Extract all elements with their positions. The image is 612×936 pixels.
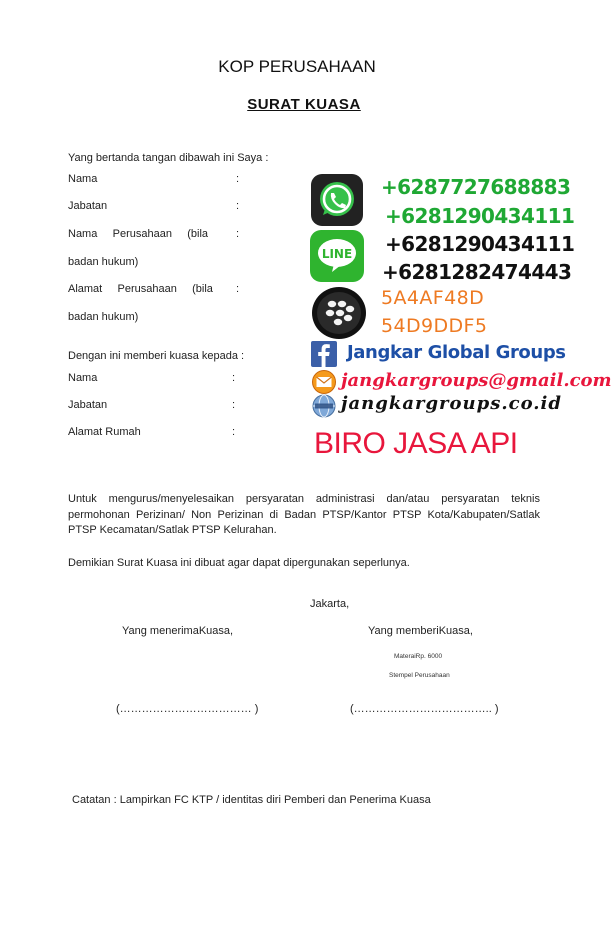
document-title: SURAT KUASA [247, 96, 361, 113]
pemberi-nama-label: Nama [68, 173, 98, 185]
whatsapp-icon [311, 174, 363, 226]
penerima-jabatan-label: Jabatan [68, 399, 108, 411]
bbm-pin-2: 54D9DDF5 [381, 315, 488, 337]
receiver-label: Yang menerimaKuasa, [122, 625, 234, 637]
kop-perusahaan: KOP PERUSAHAAN [218, 57, 376, 76]
whatsapp-number-1: +6287727688883 [381, 175, 571, 199]
biro-jasa-brand: BIRO JASA API [314, 427, 518, 460]
line-icon-label: LINE [321, 247, 353, 261]
catatan-note: Catatan : Lampirkan FC KTP / identitas diri Pemberi dan Penerima Kuasa [72, 794, 431, 806]
facebook-icon [311, 341, 337, 367]
penerima-nama-colon: : [232, 372, 236, 384]
penerima-alamat-label: Alamat Rumah [68, 426, 141, 438]
website-address: jangkargroups.co.id [341, 393, 562, 414]
kuasa-paragraph: Untuk mengurus/menyelesaikan persyaratan administrasi dan/atau persyaratan teknis permohonan Perizinan/ Non Perizinan di Badan PTSP/Kantor PTSP Kota/Kabupaten/Satlak PTSP Kecamatan/Satlak PTSP Kelurahan. [68, 493, 540, 537]
penerima-alamat-colon: : [232, 426, 236, 438]
giver-label: Yang memberiKuasa, [368, 625, 473, 637]
stempel-label: Stempel Perusahaan [389, 672, 450, 679]
globe-icon [311, 394, 337, 418]
penerima-nama-label: Nama [68, 372, 98, 384]
penerima-jabatan-colon: : [232, 399, 236, 411]
giver-signature-blank: (……………………………….. ) [350, 703, 499, 715]
whatsapp-number-2: +6281290434111 [385, 204, 575, 228]
email-address: jangkargroups@gmail.com [341, 370, 612, 391]
pemberi-jabatan-colon: : [236, 200, 240, 212]
pemberi-intro: Yang bertanda tangan dibawah ini Saya : [68, 152, 269, 164]
pemberi-jabatan-label: Jabatan [68, 200, 108, 212]
pemberi-perusahaan-label: Nama Perusahaan (bila [68, 228, 209, 240]
pemberi-perusahaan-label-2: badan hukum) [68, 256, 139, 268]
pemberi-perusahaan-colon: : [236, 228, 240, 240]
line-number-1: +6281290434111 [385, 232, 575, 256]
pemberi-alamat-label: Alamat Perusahaan (bila [68, 283, 213, 295]
blackberry-icon [311, 286, 367, 340]
signature-place: Jakarta, [310, 598, 350, 610]
receiver-signature-blank: (……………………………… ) [116, 703, 259, 715]
materai-label: MateraiRp. 6000 [394, 653, 443, 660]
closing-sentence: Demikian Surat Kuasa ini dibuat agar dapat dipergunakan seperlunya. [68, 557, 410, 569]
email-icon [311, 370, 337, 394]
line-number-2: +6281282474443 [382, 260, 572, 284]
penerima-intro: Dengan ini memberi kuasa kepada : [68, 350, 245, 362]
pemberi-nama-colon: : [236, 173, 240, 185]
facebook-page-name: Jangkar Global Groups [347, 342, 566, 363]
pemberi-alamat-label-2: badan hukum) [68, 311, 139, 323]
pemberi-alamat-colon: : [236, 283, 240, 295]
line-icon [310, 230, 364, 282]
bbm-pin-1: 5A4AF48D [381, 287, 485, 309]
